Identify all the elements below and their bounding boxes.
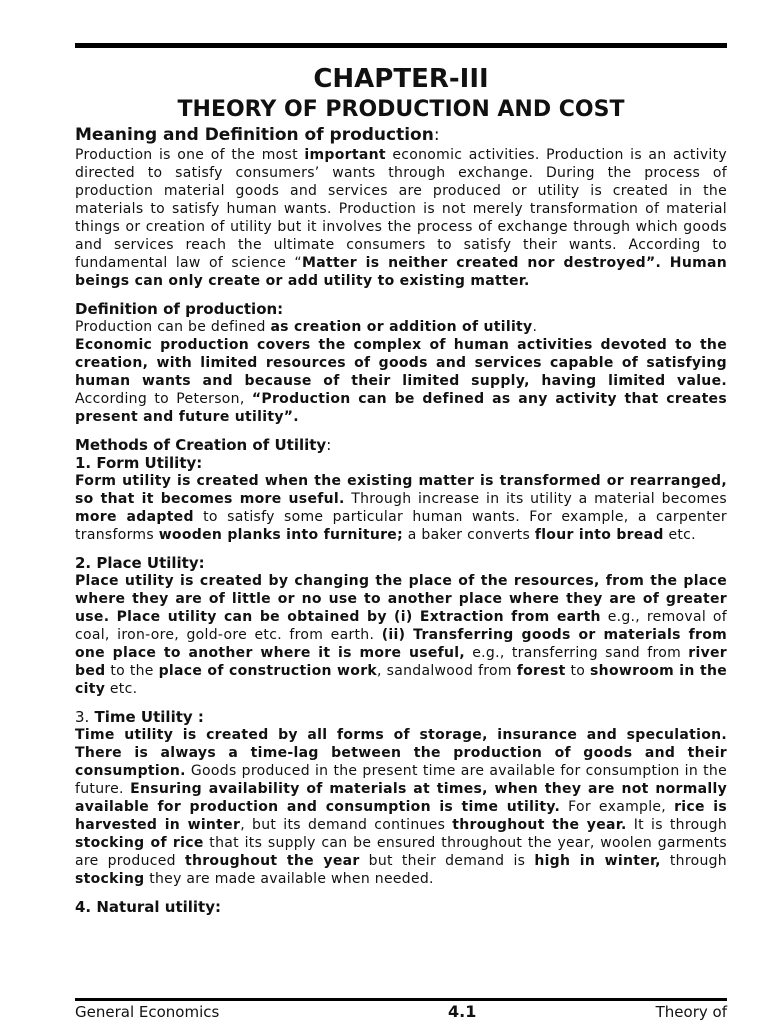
chapter-content: [75, 124, 727, 916]
paragraph-meaning: Production is one of the most important economic activities. Production is an activity directed to satisfy consumers’ wants through exchange. During the process of production material goods and services are produced or utility is created in the materials to satisfy human wants. Production is not merely transformation of material things or creation of utility but it involves the process of exchange through which goods and services reach the ultimate consumers to satisfy their wants. According to fundamental law of science “Matter is neither created nor destroyed”. Human beings can only create or add utility to existing matter.: [75, 147, 727, 289]
page-number: 4.1: [448, 1002, 477, 1021]
paragraph-form-utility: Form utility is created when the existing matter is transformed or rearranged, so that it becomes more useful. Through increase in its utility a material becomes more adapted to satisfy some particular human wants. For example, a carpenter transforms wooden planks into furniture; a baker converts flour into bread etc.: [75, 473, 727, 543]
section-heading-definition: Definition of production:: [75, 300, 284, 318]
paragraph-definition: Production can be defined as creation or addition of utility.: [75, 319, 538, 335]
footer-rule: [75, 998, 727, 1001]
footer-book-title: General Economics: [75, 1003, 220, 1021]
paragraph-time-utility: Time utility is created by all forms of storage, insurance and speculation. There is always a time-lag between the production of goods and their consumption. Goods produced in the present time are available for consumption in the future. Ensuring availability of materials at times, when they are not normally available for production and consumption is time utility. For example, rice is harvested in winter, but its demand continues throughout the year. It is through stocking of rice that its supply can be ensured throughout the year, woolen garments are produced throughout the year but their demand is high in winter, through stocking they are made available when needed.: [75, 727, 727, 887]
chapter-title: THEORY OF PRODUCTION AND COST: [177, 97, 625, 122]
subheading-place-utility: 2. Place Utility:: [75, 554, 205, 572]
top-rule: [75, 43, 727, 48]
chapter-number: CHAPTER-III: [313, 64, 489, 94]
page-footer: [75, 1002, 727, 1024]
subheading-natural-utility: 4. Natural utility:: [75, 898, 221, 916]
paragraph-place-utility: Place utility is created by changing the place of the resources, from the place where they are of little or no use to another place where they are of greater use. Place utility can be obtained by (i) Extraction from earth e.g., removal of coal, iron-ore, gold-ore etc. from earth. (ii) Transferring goods or materials from one place to another where it is more useful, e.g., transferring sand from river bed to the place of construction work, sandalwood from forest to showroom in the city etc.: [75, 573, 728, 697]
subheading-form-utility: 1. Form Utility:: [75, 454, 203, 472]
paragraph-economic-production: Economic production covers the complex of human activities devoted to the creation, with limited resources of goods and services capable of satisfying human wants and because of their limited supply, having limited value. According to Peterson, “Production can be defined as any activity that creates present and future utility”.: [75, 337, 727, 425]
subheading-time-utility: 3. Time Utility :: [75, 708, 204, 726]
section-heading-meaning: Meaning and Definition of production:: [75, 125, 440, 145]
footer-chapter-title: Theory of: [655, 1003, 727, 1021]
section-heading-methods: Methods of Creation of Utility:: [75, 436, 332, 454]
